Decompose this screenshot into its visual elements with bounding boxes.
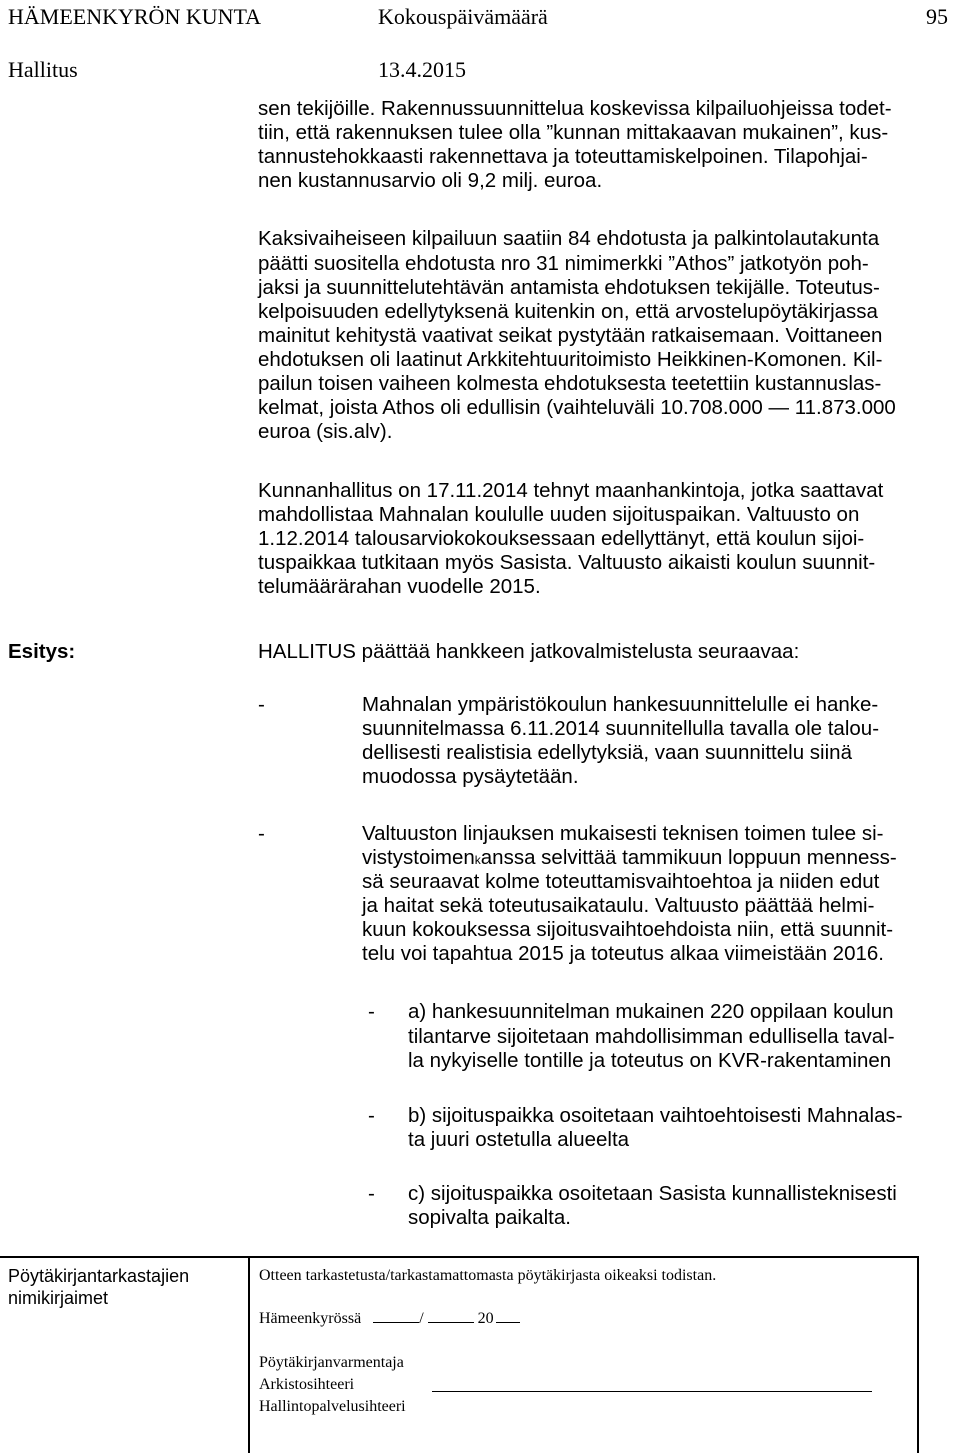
text-line: tuspaikkaa tutkitaan myös Sasista. Valtuusto aikaisti koulun suunnit- — [258, 551, 876, 574]
text-line: ta juuri ostetulla alueelta — [408, 1128, 630, 1151]
text-line: dellisesti realistisia edellytyksiä, vaan suunnittelu siinä — [362, 741, 852, 764]
meeting-date: 13.4.2015 — [378, 57, 466, 82]
list-dash: - — [258, 822, 265, 845]
text-line: kelpoisuuden edellytyksenä kuitenkin on, että arvostelupöytäkirjassa — [258, 300, 878, 323]
footer-top-rule — [0, 1256, 918, 1258]
date-label: Kokouspäivämäärä — [378, 4, 548, 29]
text-line: mahdollistaa Mahnalan koululle uuden sijoituspaikan. Valtuusto on — [258, 503, 860, 526]
municipality-name: HÄMEENKYRÖN KUNTA — [8, 4, 262, 29]
text-line: ehdotuksen oli laatinut Arkkitehtuuritoimisto Heikkinen-Komonen. Kil- — [258, 348, 883, 371]
text-line: euroa (sis.alv). — [258, 420, 393, 443]
text-line: Kunnanhallitus on 17.11.2014 tehnyt maanhankintoja, jotka saattavat — [258, 479, 884, 502]
text-line: suunnitelmassa 6.11.2014 suunnitellulla tavalla ole talou- — [362, 717, 880, 740]
text-line: kuun kokouksessa sijoitusvaihtoehdoista niin, että suunnit- — [362, 918, 894, 941]
place-date-line — [259, 1310, 520, 1328]
list-dash: - — [368, 1182, 375, 1205]
month-blank[interactable] — [428, 1321, 474, 1323]
text-segment: anssa selvittää tammikuun loppuun menness- — [480, 846, 897, 869]
list-dash: - — [368, 1000, 375, 1023]
text-line: jaksi ja suunnittelutehtävän antamista ehdotuksen tekijälle. Toteutus- — [258, 276, 880, 299]
text-segment: vistystoimen — [362, 846, 475, 869]
text-line: pailun toisen vaiheen kolmesta ehdotuksesta teetettiin kustannuslas- — [258, 372, 882, 395]
footer-right-rule — [917, 1256, 919, 1453]
text-line: Mahnalan ympäristökoulun hankesuunnittelulle ei hanke- — [362, 693, 879, 716]
body-name: Hallitus — [8, 57, 78, 82]
text-line: Valtuuston linjauksen mukaisesti teknisen toimen tulee si- — [362, 822, 884, 845]
text-line: la nykyiselle tontille ja toteutus on KVR-rakentaminen — [408, 1049, 892, 1072]
day-blank[interactable] — [373, 1321, 419, 1323]
text-line: sopivalta paikalta. — [408, 1206, 571, 1229]
text-line: päätti suositella ehdotusta nro 31 nimimerkki ”Athos” jatkotyön poh- — [258, 252, 869, 275]
text-line: a) hankesuunnitelman mukainen 220 oppilaan koulun — [408, 1000, 894, 1023]
date-slash: / — [419, 1310, 424, 1327]
text-line: ja haitat sekä toteutusaikataulu. Valtuusto päättää helmi- — [362, 894, 875, 917]
list-dash: - — [258, 693, 265, 716]
text-line: c) sijoituspaikka osoitetaan Sasista kunnallisteknisesti — [408, 1182, 897, 1205]
text-line: kelmat, joista Athos oli edullisin (vaihteluväli 10.708.000 — 11.873.000 — [258, 396, 896, 419]
year-prefix: 20 — [477, 1310, 494, 1327]
proposal-intro: HALLITUS päättää hankkeen jatkovalmistelusta seuraavaa: — [258, 640, 800, 663]
list-dash: - — [368, 1104, 375, 1127]
role-label: Pöytäkirjanvarmentaja — [259, 1354, 404, 1371]
footer-divider — [248, 1256, 250, 1453]
text-line: mainitut kehitystä vaativat seikat pystytään ratkaisemaan. Voittaneen — [258, 324, 883, 347]
text-line: Kaksivaiheiseen kilpailuun saatiin 84 ehdotusta ja palkintolautakunta — [258, 227, 880, 250]
role-label: Hallintopalvelusihteeri — [259, 1398, 406, 1415]
text-line: sen tekijöille. Rakennussuunnittelua koskevissa kilpailuohjeissa todet- — [258, 97, 892, 120]
text-line: b) sijoituspaikka osoitetaan vaihtoehtoisesti Mahnalas- — [408, 1104, 903, 1127]
text-line: telumäärärahan vuodelle 2015. — [258, 575, 541, 598]
signature-line[interactable] — [432, 1391, 872, 1392]
text-line: telu voi tapahtua 2015 ja toteutus alkaa viimeistään 2016. — [362, 942, 884, 965]
text-line: sä seuraavat kolme toteuttamisvaihtoehtoa ja niiden edut — [362, 870, 880, 893]
text-line: tilantarve sijoitetaan mahdollisimman edullisella taval- — [408, 1025, 895, 1048]
year-blank[interactable] — [496, 1321, 520, 1323]
text-line-mixed — [362, 846, 897, 870]
signers-label: nimikirjaimet — [8, 1288, 109, 1308]
text-line: tiin, että rakennuksen tulee olla ”kunnan mittakaavan mukainen”, kus- — [258, 121, 889, 144]
certification-text: Otteen tarkastetusta/tarkastamattomasta pöytäkirjasta oikeaksi todistan. — [259, 1267, 717, 1284]
place: Hämeenkyrössä — [259, 1310, 362, 1327]
text-line: nen kustannusarvio oli 9,2 milj. euroa. — [258, 169, 603, 192]
text-line: 1.12.2014 talousarviokokouksessaan edellyttänyt, että koulun sijoi- — [258, 527, 865, 550]
signers-label: Pöytäkirjantarkastajien — [8, 1266, 190, 1286]
role-label: Arkistosihteeri — [259, 1376, 355, 1393]
small-k: k — [474, 853, 481, 867]
page-number: 95 — [926, 4, 948, 29]
proposal-label: Esitys: — [8, 640, 76, 663]
text-line: muodossa pysäytetään. — [362, 765, 579, 788]
text-line: tannustehokkaasti rakennettava ja toteuttamiskelpoinen. Tilapohjai- — [258, 145, 868, 168]
